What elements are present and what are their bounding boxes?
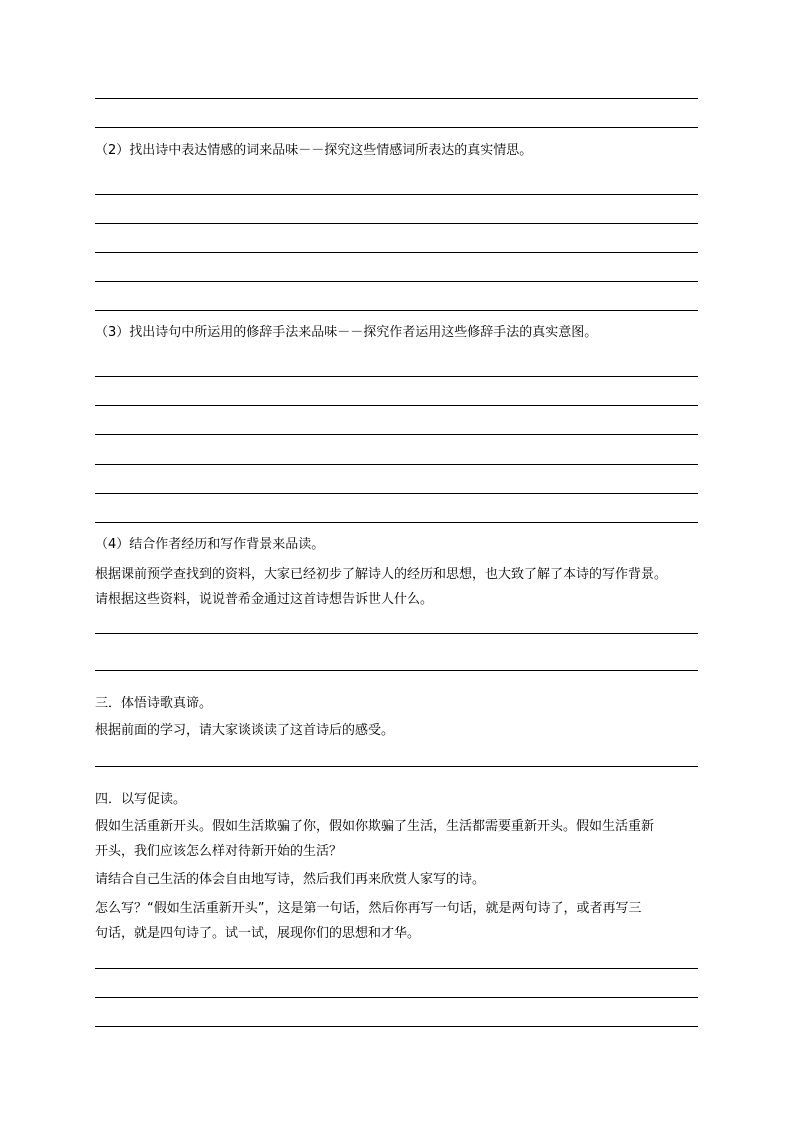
section-3-heading: 三．体悟诗歌真谛。 [95, 696, 213, 711]
question-4-text-line-1: 根据课前预学查找到的资料，大家已经初步了解诗人的经历和思想，也大致了解了本诗的写作背景。 [95, 567, 668, 582]
answer-line[interactable] [95, 1026, 698, 1027]
answer-line[interactable] [95, 493, 698, 494]
question-4-text-line-2: 请根据这些资料，说说普希金通过这首诗想告诉世人什么。 [95, 592, 434, 607]
answer-line[interactable] [95, 252, 698, 253]
answer-line[interactable] [95, 997, 698, 998]
answer-line[interactable] [95, 522, 698, 523]
answer-line[interactable] [95, 223, 698, 224]
answer-line[interactable] [95, 766, 698, 767]
question-4-prompt: （4）结合作者经历和写作背景来品读。 [95, 537, 325, 552]
section-4-para-1-line-1: 假如生活重新开头。假如生活欺骗了你，假如你欺骗了生活，生活都需要重新开头。假如生活重新 [95, 819, 655, 834]
answer-line[interactable] [95, 281, 698, 282]
section-4-para-3-line-2: 句话，就是四句诗了。试一试，展现你们的思想和才华。 [95, 926, 421, 941]
question-2-prompt: （2）找出诗中表达情感的词来品味－－探究这些情感词所表达的真实情思。 [95, 143, 533, 158]
answer-line[interactable] [95, 405, 698, 406]
answer-line[interactable] [95, 376, 698, 377]
answer-line[interactable] [95, 194, 698, 195]
section-3-text: 根据前面的学习，请大家谈谈读了这首诗后的感受。 [95, 723, 395, 738]
answer-line[interactable] [95, 633, 698, 634]
answer-line[interactable] [95, 670, 698, 671]
section-4-para-3-line-1: 怎么写？“假如生活重新开头”，这是第一句话，然后你再写一句话，就是两句诗了，或者再写三 [95, 901, 642, 916]
answer-line[interactable] [95, 968, 698, 969]
answer-line[interactable] [95, 98, 698, 99]
question-3-prompt: （3）找出诗句中所运用的修辞手法来品味－－探究作者运用这些修辞手法的真实意图。 [95, 325, 598, 340]
section-4-para-2: 请结合自己生活的体会自由地写诗，然后我们再来欣赏人家写的诗。 [95, 872, 486, 887]
answer-line[interactable] [95, 434, 698, 435]
section-4-heading: 四．以写促读。 [95, 792, 187, 807]
section-4-para-1-line-2: 开头，我们应该怎么样对待新开始的生活？ [95, 844, 343, 859]
answer-line[interactable] [95, 464, 698, 465]
answer-line[interactable] [95, 310, 698, 311]
answer-line[interactable] [95, 127, 698, 128]
